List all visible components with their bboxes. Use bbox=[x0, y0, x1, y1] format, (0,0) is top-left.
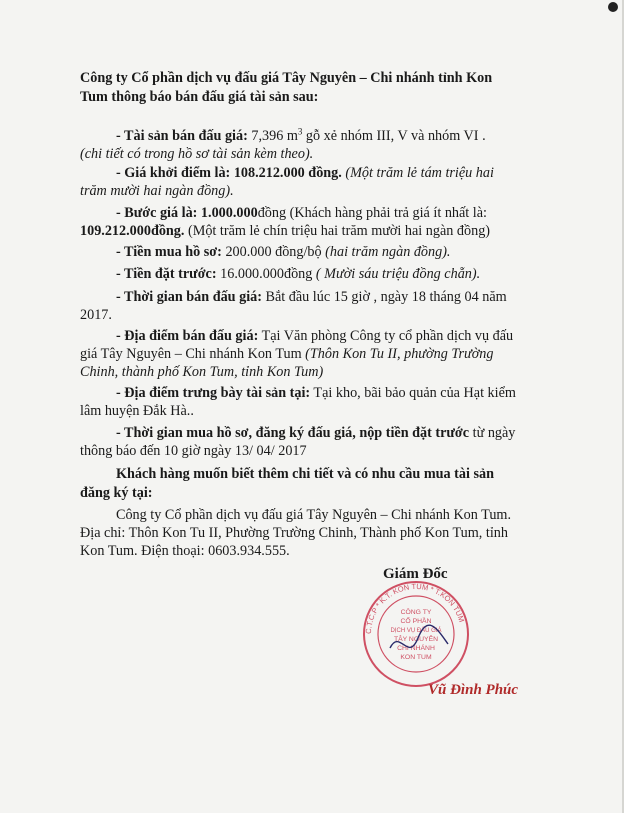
thoi-gian-value-2: 2017. bbox=[80, 307, 112, 323]
thoi-gian-value-1: Bắt đầu lúc 15 giờ , ngày 18 tháng 04 năm bbox=[261, 289, 507, 305]
scan-dot bbox=[608, 2, 618, 12]
trung-bay-value-2: lâm huyện Đắk Hà.. bbox=[80, 403, 194, 419]
stamp-line-4: TÂY NGUYÊN bbox=[393, 636, 439, 643]
dia-diem-line-2 bbox=[80, 345, 493, 363]
tien-mua-ho-so-words: (hai trăm ngàn đồng). bbox=[321, 244, 451, 260]
stamp-line-2: CỔ PHẦN bbox=[400, 618, 432, 625]
gia-khoi-diem-words-1: (Một trăm lẻ tám triệu hai bbox=[341, 165, 494, 181]
buoc-gia-min-words: (Một trăm lẻ chín triệu hai trăm mười hai ngàn đồng) bbox=[184, 223, 491, 239]
buoc-gia-label: - Bước giá là: 1.000.000 bbox=[116, 205, 258, 221]
item-buoc-gia bbox=[116, 204, 487, 222]
tai-san-label: - Tài sản bán đấu giá: bbox=[116, 128, 248, 144]
tai-san-sup: 3 bbox=[297, 126, 303, 137]
dia-diem-addr-1: (Thôn Kon Tu II, phường Trường bbox=[305, 346, 494, 362]
item-dia-diem bbox=[116, 327, 513, 345]
item-han-ho-so bbox=[116, 424, 515, 442]
intro-line-1: Công ty Cổ phần dịch vụ đấu giá Tây Nguyên – Chi nhánh tỉnh Kon bbox=[80, 70, 493, 86]
gia-khoi-diem-words-2: trăm mười hai ngàn đồng). bbox=[80, 183, 234, 199]
trung-bay-label: - Địa điểm trưng bày tài sản tại: bbox=[116, 385, 311, 401]
contact-address-1: Địa chỉ: Thôn Kon Tu II, Phường Trường Chinh, Thành phố Kon Tum, tỉnh bbox=[80, 525, 508, 541]
contact-heading-1: Khách hàng muốn biết thêm chi tiết và có nhu cầu mua tài sản bbox=[116, 466, 494, 482]
item-tai-san bbox=[116, 127, 486, 145]
tien-dat-truoc-label: - Tiền đặt trước: bbox=[116, 266, 217, 282]
company-stamp bbox=[360, 578, 472, 690]
tien-mua-ho-so-label: - Tiền mua hồ sơ: bbox=[116, 244, 222, 260]
dia-diem-addr-2: Chinh, thành phố Kon Tum, tỉnh Kon Tum) bbox=[80, 364, 324, 380]
buoc-gia-min-amount: 109.212.000đồng. bbox=[80, 223, 185, 239]
signer-name: Vũ Đình Phúc bbox=[428, 682, 519, 698]
tien-mua-ho-so-value: 200.000 đồng/bộ bbox=[221, 244, 322, 260]
tai-san-value-post: gỗ xẻ nhóm III, V và nhóm VI . bbox=[302, 128, 486, 144]
han-ho-so-value-2: thông báo đến 10 giờ ngày 13/ 04/ 2017 bbox=[80, 443, 307, 459]
item-gia-khoi-diem bbox=[116, 164, 494, 182]
item-trung-bay bbox=[116, 384, 516, 402]
gia-khoi-diem-label: - Giá khởi điểm là: 108.212.000 đồng. bbox=[116, 165, 342, 181]
contact-heading-2: đăng ký tại: bbox=[80, 485, 153, 501]
buoc-gia-text: (Khách hàng phải trả giá ít nhất là: bbox=[286, 205, 487, 221]
tien-dat-truoc-value: 16.000.000đồng bbox=[216, 266, 313, 282]
tai-san-note: (chi tiết có trong hồ sơ tài sản kèm theo). bbox=[80, 146, 314, 162]
thoi-gian-label: - Thời gian bán đấu giá: bbox=[116, 289, 262, 305]
item-tien-dat-truoc bbox=[116, 265, 480, 283]
signature-title: Giám Đốc bbox=[383, 566, 448, 582]
stamp-line-5: CHI NHÁNH bbox=[397, 645, 435, 652]
stamp-line-1: CÔNG TY bbox=[400, 609, 432, 616]
han-ho-so-value-1: từ ngày bbox=[469, 425, 516, 441]
tien-dat-truoc-words: ( Mười sáu triệu đồng chẵn). bbox=[312, 266, 481, 282]
stamp-line-3: DỊCH VỤ ĐẤU GIÁ bbox=[390, 628, 442, 634]
item-tien-mua-ho-so bbox=[116, 243, 450, 261]
tai-san-value: 7,396 m bbox=[247, 128, 298, 144]
trung-bay-value-1: Tại kho, bãi bảo quản của Hạt kiểm bbox=[310, 385, 516, 401]
han-ho-so-label: - Thời gian mua hồ sơ, đăng ký đấu giá, nộp tiền đặt trước bbox=[116, 425, 470, 441]
dia-diem-value-2: giá Tây Nguyên – Chi nhánh Kon Tum bbox=[80, 346, 306, 362]
buoc-gia-unit: đồng bbox=[257, 205, 287, 221]
contact-company: Công ty Cổ phần dịch vụ đấu giá Tây Nguyên – Chi nhánh Kon Tum. bbox=[116, 507, 512, 523]
contact-address-2: Kon Tum. Điện thoại: 0603.934.555. bbox=[80, 543, 290, 559]
item-thoi-gian bbox=[116, 288, 507, 306]
buoc-gia-min-line bbox=[80, 222, 490, 240]
stamp-center-text bbox=[390, 607, 441, 661]
dia-diem-value-1: Tại Văn phòng Công ty cổ phần dịch vụ đấu bbox=[258, 328, 514, 344]
stamp-line-6: KON TUM bbox=[400, 654, 432, 661]
intro-line-2: Tum thông báo bán đấu giá tài sản sau: bbox=[80, 89, 319, 105]
stamp-ring-path: C.T.C.P * K.T. KON TUM * T.KON TUM bbox=[363, 581, 467, 635]
dia-diem-label: - Địa điểm bán đấu giá: bbox=[116, 328, 259, 344]
